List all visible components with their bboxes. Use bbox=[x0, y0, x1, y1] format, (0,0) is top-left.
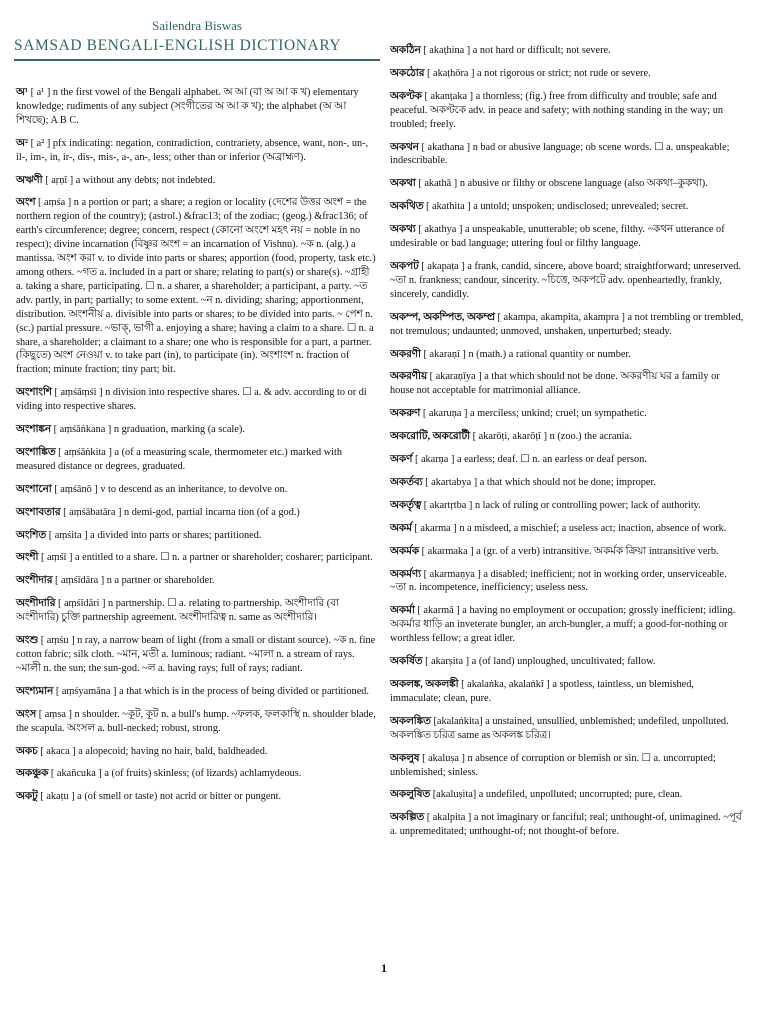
entry-transliteration: [ akañcuka ] bbox=[50, 768, 102, 780]
dictionary-entry bbox=[390, 476, 745, 490]
entry-headword: অংশী bbox=[16, 552, 39, 564]
entry-transliteration: [ aṃśu ] bbox=[40, 635, 75, 647]
dictionary-entry bbox=[16, 174, 376, 188]
entry-headword: অকলঙ্ক, অকলঙ্কী bbox=[390, 679, 459, 690]
entry-transliteration: [ aṃśita ] bbox=[48, 529, 88, 541]
entry-transliteration: [akaluṣita] bbox=[432, 789, 477, 801]
dictionary-entry bbox=[16, 685, 376, 699]
entry-headword: অকর্তৃত্ব bbox=[390, 499, 422, 511]
entry-transliteration: [ akathā ] bbox=[418, 178, 458, 190]
entry-definition: n division into respective shares. ☐ a. & adv. according to or di viding into respective shares. bbox=[16, 387, 367, 413]
dictionary-entry bbox=[390, 788, 745, 802]
entry-headword: অংশীদার bbox=[16, 575, 53, 587]
dictionary-title: SAMSAD BENGALI-ENGLISH DICTIONARY bbox=[14, 37, 342, 54]
entry-transliteration: [ aṃśyamāna ] bbox=[55, 685, 117, 697]
entry-transliteration: [ akaruṇa ] bbox=[422, 408, 468, 420]
entry-headword: অংশিত bbox=[16, 529, 47, 541]
dictionary-entry bbox=[390, 223, 745, 251]
entry-headword: অকল্পিত bbox=[390, 812, 425, 824]
entry-definition: n absence of corruption or blemish or sin. ☐ a. uncorrupted; unblemished; sinless. bbox=[390, 752, 716, 778]
entry-headword: অকলঙ্কিত bbox=[390, 715, 431, 727]
entry-definition: a entitled to a share. ☐ n. a partner or shareholder; cosharer; participant. bbox=[75, 552, 373, 564]
entry-definition: v to descend as an inheritance, to devolve on. bbox=[100, 483, 288, 495]
entry-transliteration: [ akalaṅka, akalaṅkī ] bbox=[461, 679, 550, 690]
entry-headword: অঋণী bbox=[16, 174, 43, 186]
entry-definition: a that which should not be done; improper. bbox=[479, 476, 656, 488]
entry-transliteration: [ a² ] bbox=[30, 137, 51, 149]
dictionary-entry bbox=[390, 655, 745, 669]
entry-definition: pfx indicating: negation, contradiction, contrariety, absence, want, non-, un-, il-, im-, in, ir-, dis-, mis-, a-, an-, less; other than or inferior (অব্রাহ্মণ). bbox=[16, 137, 369, 163]
dictionary-entry bbox=[390, 200, 745, 214]
entry-definition: a earless; deaf. ☐ n. an earless or deaf person. bbox=[456, 454, 647, 466]
dictionary-entry bbox=[390, 499, 745, 513]
entry-transliteration: [ aṃśāṃśi ] bbox=[54, 387, 103, 399]
entry-transliteration: [ akarṣita ] bbox=[425, 656, 470, 668]
entry-definition: a undefiled, unpolluted; uncorrupted; pure, clean. bbox=[478, 789, 683, 801]
entry-headword: অংশানো bbox=[16, 483, 52, 495]
entry-definition: n a portion or part; a share; a region or locality (দেশের উত্তর অংশ = the northern region of the country); (astrol.) &frac13; of the zodiac; (geog.) &frac136; of earth's circumference; degree; concern, respect (কোনো অংশে মহৎ নয় = noble in no respect); divine incarnation (বিষ্ণুর অংশ = an incarnation of Vishnu). ~ক n. (alg.) a mantissa. অংশ করা v. to divide into parts or shares; apportion (food, property, task etc.) among others. ~গত a. included in a part or share; relating to part(s) or share(s). ~গ্রাহী a. taking a share, participating. ☐ n. a sharer, a shareholder; a participant, a party. ~ত adv. partly, in part; partially; to some extent. ~ন n. dividing; sharing; apportionment, distribution. অংশনীয় a. divisible into parts or shares; to be divided into parts. ~ পেশ n. (sc.) partial pressure. ~ভাক্, ভাগী a. enjoying a share; having a claim to a share. ☐ n. a share, a shareholder; a claimant to a share; one who is responsible for a part, a partner. (কিছুতে) অংশ নেওয়া v. to take part (in), to participate (in). অংশাংশ n. fraction of fraction; minute fraction; tiny part; bit. bbox=[16, 197, 376, 376]
entry-headword: অংশাঙ্কিত bbox=[16, 446, 56, 458]
entry-headword: অকথিত bbox=[390, 201, 424, 213]
entry-transliteration: [ akaṭhina ] bbox=[423, 45, 471, 56]
dictionary-entry bbox=[390, 545, 745, 559]
entry-headword: অকপট bbox=[390, 260, 419, 272]
dictionary-entry bbox=[16, 745, 376, 759]
entry-transliteration: [ akartṛtba ] bbox=[423, 499, 473, 511]
entry-headword: অকলুষিত bbox=[390, 789, 431, 801]
dictionary-entry bbox=[390, 370, 745, 398]
dictionary-entry bbox=[390, 407, 745, 421]
entry-transliteration: [ akarma ] bbox=[414, 522, 457, 534]
dictionary-entry bbox=[390, 522, 745, 536]
entry-headword: অংশ bbox=[16, 197, 36, 209]
entry-headword: অংশু bbox=[16, 635, 39, 647]
dictionary-entry bbox=[390, 177, 745, 191]
entry-definition: a frank, candid, sincere, above board; straightforward; unreserved. ~তা n. frankness; candour, sincerity. ~চিত্তে, অকপটে adv. openheartedly, frankly, sincerely, candidly. bbox=[390, 260, 741, 300]
entry-headword: অকর্মক bbox=[390, 545, 420, 557]
dictionary-entry bbox=[16, 446, 376, 474]
entry-headword: অকণ্টক bbox=[390, 90, 422, 102]
entry-definition: a thornless; (fig.) free from difficulty and trouble; safe and peaceful. অকণ্টকে adv. in peace and safety; with nothing standing in the way; un troubled; freely. bbox=[390, 90, 724, 130]
entry-definition: n a partner or shareholder. bbox=[106, 575, 215, 587]
entry-transliteration: [ akarmaṇya ] bbox=[423, 568, 481, 580]
left-column bbox=[16, 86, 376, 813]
dictionary-entry bbox=[390, 568, 745, 596]
dictionary-entry bbox=[16, 137, 376, 165]
entry-transliteration: [ akalpita ] bbox=[426, 812, 472, 824]
entry-definition: n abusive or filthy or obscene language (also অকথা–কুকথা). bbox=[459, 178, 708, 190]
dictionary-entry bbox=[390, 90, 745, 132]
dictionary-entry bbox=[390, 311, 745, 339]
dictionary-entry bbox=[16, 423, 376, 437]
entry-definition: n lack of ruling or controlling power; lack of authority. bbox=[474, 499, 701, 511]
dictionary-entry bbox=[390, 430, 745, 444]
dictionary-entry bbox=[16, 708, 376, 736]
dictionary-entry bbox=[16, 767, 376, 781]
entry-headword: অকর্ণ bbox=[390, 454, 413, 466]
entry-headword: অংস bbox=[16, 708, 37, 720]
entry-transliteration: [ akaca ] bbox=[40, 745, 76, 757]
entry-transliteration: [akalaṅkita] bbox=[433, 715, 483, 727]
entry-definition: a not rigorous or strict; not rude or severe. bbox=[477, 67, 651, 79]
entry-transliteration: [ akaṭu ] bbox=[40, 791, 75, 803]
entry-transliteration: [ akampa, akampita, akampra ] bbox=[497, 311, 625, 323]
dictionary-entry bbox=[16, 597, 376, 625]
entry-transliteration: [ akarmā ] bbox=[417, 605, 460, 617]
entry-transliteration: [ aṃsa ] bbox=[38, 708, 72, 720]
entry-transliteration: [ akarmaka ] bbox=[421, 545, 474, 557]
dictionary-entry bbox=[390, 752, 745, 780]
entry-headword: অকঠিন bbox=[390, 45, 421, 56]
entry-definition: a spotless, taintless, un blemished, immaculate; clean, pure. bbox=[390, 679, 694, 704]
entry-definition: a untold; unspoken; undisclosed; unrevealed; secret. bbox=[473, 201, 689, 213]
entry-transliteration: [ akarṇa ] bbox=[414, 454, 455, 466]
dictionary-entry bbox=[16, 574, 376, 588]
entry-transliteration: [ aṃśīdāra ] bbox=[55, 575, 105, 587]
entry-definition: a that which should not be done. অকরণীয় ঘর a family or house not acceptable for matrimonial alliance. bbox=[390, 371, 720, 397]
dictionary-entry bbox=[390, 678, 745, 706]
entry-headword: অকটু bbox=[16, 791, 38, 803]
entry-definition: a unstained, unsullied, unblemished; undefiled, unpolluted. অকলঙ্কিত চরিত্র same as অকলঙ্ক চরিত্র। bbox=[390, 715, 729, 741]
entry-transliteration: [ akapaṭa ] bbox=[421, 260, 465, 272]
dictionary-entry bbox=[16, 634, 376, 676]
entry-definition: a merciless; unkind; cruel; un sympathetic. bbox=[470, 408, 647, 420]
entry-definition: n partnership. ☐ a. relating to partnership. অংশীদারি (বা অংশীদারি) চুক্তি partnership agreement. অংশীদারিত্ব n. same as অংশীদারি। bbox=[16, 598, 339, 624]
dictionary-entry bbox=[390, 604, 745, 646]
entry-definition: a without any debts; not indebted. bbox=[75, 174, 216, 186]
entry-headword: অ² bbox=[16, 137, 29, 149]
entry-transliteration: [ akaraṇīya ] bbox=[429, 371, 482, 383]
entry-definition: a that which is in the process of being divided or partitioned. bbox=[119, 685, 369, 697]
entry-transliteration: [ aṛṇī ] bbox=[45, 174, 74, 186]
dictionary-entry bbox=[16, 529, 376, 543]
entry-transliteration: [ aṃśāṅkita ] bbox=[58, 446, 112, 458]
entry-headword: অকরণীয় bbox=[390, 371, 428, 383]
entry-headword: অকথা bbox=[390, 178, 416, 190]
dictionary-entry bbox=[390, 67, 745, 81]
entry-definition: a (gr. of a verb) intransitive. অকর্মক ক্রিয়া intransitive verb. bbox=[476, 545, 719, 557]
dictionary-entry bbox=[390, 44, 745, 58]
dictionary-entry bbox=[16, 86, 376, 128]
entry-headword: অকর্তব্য bbox=[390, 476, 423, 488]
entry-transliteration: [ aṃśāṅkana ] bbox=[53, 424, 112, 436]
entry-headword: অকঞ্চুক bbox=[16, 768, 49, 780]
entry-definition: n (math.) a rational quantity or number. bbox=[468, 348, 631, 360]
entry-definition: a unspeakable, unutterable; ob scene, filthy. ~কথন utterance of undesirable or bad language; uttering foul or filthy language. bbox=[390, 224, 725, 250]
entry-definition: a not imaginary or fanciful; real; unthought-of, unimagined. ~পূর্ব a. unpremeditated; unthought-of; not thought-of before. bbox=[390, 812, 742, 838]
entry-headword: অংশাঙ্কন bbox=[16, 424, 52, 436]
entry-headword: অকলুষ bbox=[390, 752, 420, 764]
entry-definition: n the first vowel of the Bengali alphabet. অ আ (বা অ আ ক খ) elementary knowledge; rudiments of any subject (সংগীতের অ আ ক খ); the alphabet (অ আ শিখছে); A B C. bbox=[16, 87, 359, 126]
entry-definition: n shoulder. ~কূট, কূট n. a bull's hump. ~ফলক, ফলকাস্থি n. shoulder blade, the scapula. অংসল a. bull-necked; robust, strong. bbox=[16, 708, 376, 734]
entry-headword: অকম্প, অকম্পিত, অকম্প্র bbox=[390, 311, 495, 323]
dictionary-entry bbox=[390, 453, 745, 467]
page-header bbox=[14, 18, 380, 61]
entry-definition: a having no employment or occupation; grossly inefficient; idling. অকর্মার ধাড়ি an inveterate bungler, an arch-bungler, a muff; a good-for-nothing or worthless fellow; a great idler. bbox=[390, 605, 736, 645]
entry-definition: a (of land) unploughed, uncultivated; fallow. bbox=[471, 656, 656, 668]
entry-headword: অকথ্য bbox=[390, 224, 416, 236]
entry-transliteration: [ aṃśīdāri ] bbox=[57, 598, 106, 610]
entry-definition: n ray, a narrow beam of light (from a small or distant source). ~ক n. fine cotton fabric; silk cloth. ~মান, মতী a. luminous; radiant. ~মালা n. a stream of rays. ~মালী n. the sun; the sun-god. ~ল a. having rays; full of rays; radiant. bbox=[16, 635, 376, 674]
entry-definition: a alopecoid; having no hair, bald, baldheaded. bbox=[78, 745, 268, 757]
entry-headword: অকরোটি, অকরোটী bbox=[390, 431, 471, 443]
entry-transliteration: [ akathana ] bbox=[421, 141, 471, 153]
entry-definition: n bad or abusive language; ob scene words. ☐ a. unspeakable; indescribable. bbox=[390, 141, 730, 167]
dictionary-entry bbox=[390, 348, 745, 362]
entry-headword: অংশ্যমান bbox=[16, 685, 54, 697]
dictionary-entry bbox=[16, 790, 376, 804]
title-underline bbox=[14, 59, 380, 61]
entry-definition: a divided into parts or shares; partitioned. bbox=[90, 529, 262, 541]
entry-definition: a (of smell or taste) not acrid or bitter or pungent. bbox=[77, 791, 282, 803]
entry-definition: n demi-god, partial incarna tion (of a god.) bbox=[124, 506, 300, 518]
entry-definition: a (of a measuring scale, thermometer etc.) marked with measured distance or degrees, graduated. bbox=[16, 446, 343, 472]
entry-transliteration: [ aṃśa ] bbox=[38, 197, 72, 209]
entry-transliteration: [ akaluṣa ] bbox=[422, 752, 465, 764]
entry-definition: a not hard or difficult; not severe. bbox=[472, 45, 611, 56]
dictionary-entry bbox=[390, 811, 745, 839]
entry-headword: অ¹ bbox=[16, 87, 29, 98]
entry-headword: অকর্মা bbox=[390, 605, 415, 617]
entry-headword: অকর্ম bbox=[390, 522, 412, 534]
entry-transliteration: [ akathita ] bbox=[426, 201, 471, 213]
right-column bbox=[390, 44, 745, 848]
entry-headword: অংশীদারি bbox=[16, 598, 56, 610]
dictionary-entry bbox=[16, 483, 376, 497]
entry-definition: n graduation, marking (a scale). bbox=[113, 424, 245, 436]
entry-transliteration: [ aṃśābatāra ] bbox=[63, 506, 122, 518]
entry-headword: অকরুণ bbox=[390, 408, 421, 420]
entry-transliteration: [ a¹ ] bbox=[30, 87, 51, 98]
entry-transliteration: [ akarōṭi, akarōṭī ] bbox=[472, 431, 548, 443]
dictionary-entry bbox=[16, 386, 376, 414]
entry-definition: a not trembling or trembled, not tremulous; undaunted; unmoved, unshaken, unperturbed; steady. bbox=[390, 311, 744, 337]
entry-transliteration: [ akaraṇī ] bbox=[423, 348, 466, 360]
entry-definition: n a misdeed, a mischief; a useless act; inaction, absence of work. bbox=[459, 522, 727, 534]
dictionary-entry bbox=[16, 551, 376, 565]
entry-transliteration: [ aṃśī ] bbox=[40, 552, 73, 564]
entry-headword: অকর্মণ্য bbox=[390, 568, 422, 580]
entry-headword: অকর্ষিত bbox=[390, 656, 423, 668]
entry-headword: অকঠোর bbox=[390, 67, 425, 79]
entry-headword: অকচ bbox=[16, 745, 38, 757]
entry-transliteration: [ akanṭaka ] bbox=[424, 90, 474, 102]
entry-transliteration: [ akaṭhōra ] bbox=[427, 67, 475, 79]
entry-definition: a disabled; inefficient; not in working order, unserviceable. ~তা n. incompetence, inefficiency; useless ness. bbox=[390, 568, 727, 594]
dictionary-entry bbox=[16, 506, 376, 520]
entry-transliteration: [ akathya ] bbox=[418, 224, 463, 236]
entry-headword: অংশাবতার bbox=[16, 506, 61, 518]
page-number: 1 bbox=[381, 961, 387, 975]
entry-definition: a (of fruits) skinless; (of lizards) achlamydeous. bbox=[104, 768, 302, 780]
author-name: Sailendra Biswas bbox=[152, 18, 242, 33]
entry-definition: n (zoo.) the acrania. bbox=[549, 431, 632, 443]
entry-transliteration: [ akartabya ] bbox=[425, 476, 478, 488]
dictionary-entry bbox=[16, 196, 376, 377]
dictionary-entry bbox=[390, 260, 745, 302]
entry-transliteration: [ aṃśānō ] bbox=[54, 483, 98, 495]
entry-headword: অকরণী bbox=[390, 348, 421, 360]
entry-headword: অকথন bbox=[390, 141, 419, 153]
dictionary-entry bbox=[390, 715, 745, 743]
entry-headword: অংশাংশি bbox=[16, 387, 52, 399]
dictionary-entry bbox=[390, 141, 745, 169]
